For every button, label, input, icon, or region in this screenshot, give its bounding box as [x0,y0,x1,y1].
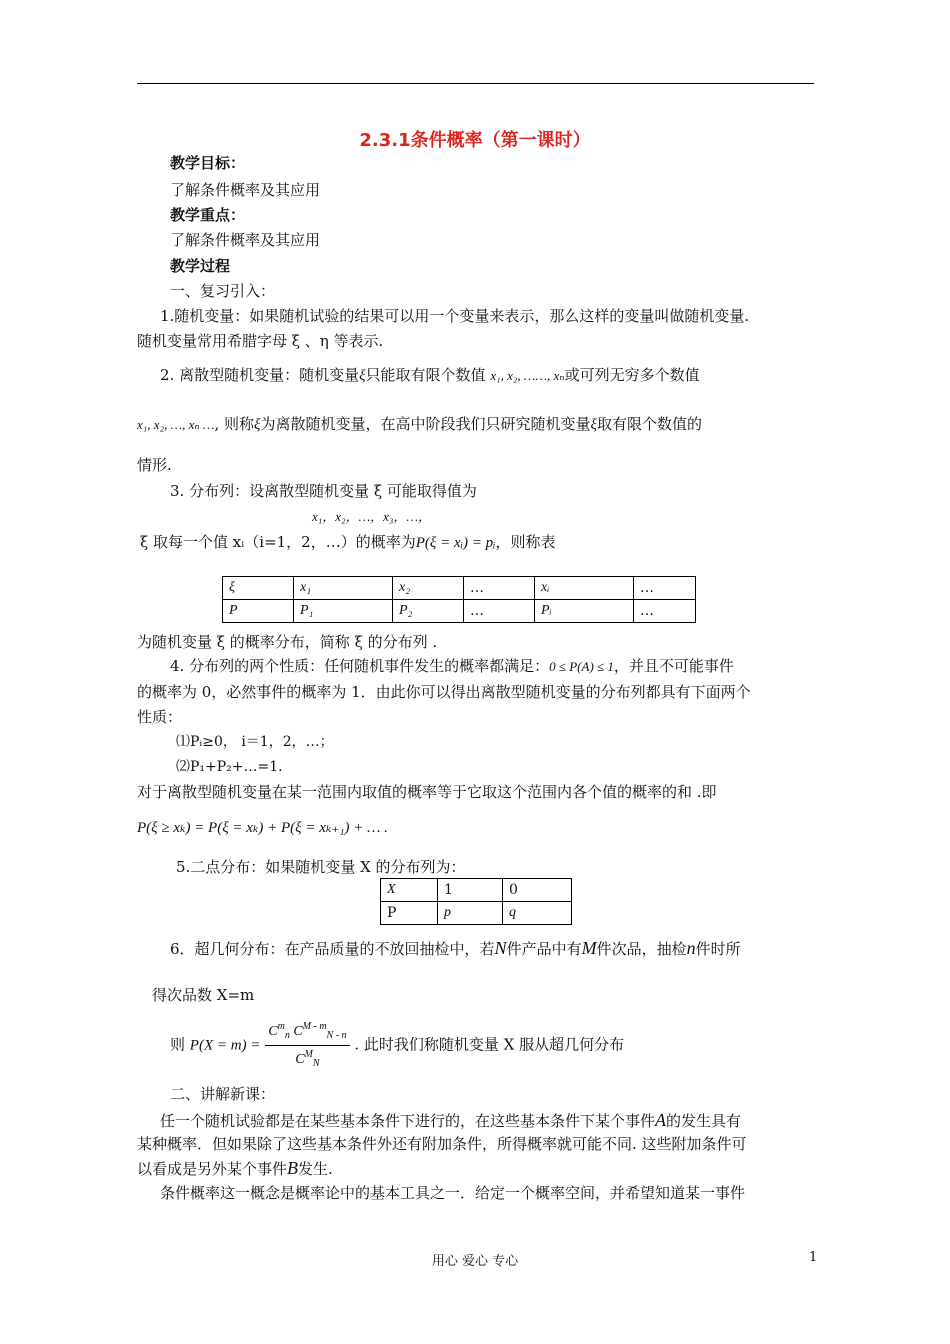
table-row: P p q [381,902,572,925]
process-heading: 教学过程 [170,257,231,275]
p4-prop2: ⑵P₁+P₂+…=1. [176,759,283,775]
footer-text: 用心 爱心 专心 [431,1254,519,1269]
p7-line1: 任一个随机试验都是在某些基本条件下进行的，在这些基本条件下某个事件A的发生具有 [160,1110,742,1130]
p6-line2: 得次品数 X=m [152,986,255,1004]
new-heading: 二、讲解新课： [170,1085,276,1103]
p3-line1: 3. 分布列：设离散型随机变量 ξ 可能取得值为 [170,482,477,500]
p4-line2: 的概率为 0，必然事件的概率为 1．由此你可以得出离散型随机变量的分布列都具有下面两个 [137,683,751,701]
p1-line2: 随机变量常用希腊字母 ξ 、η 等表示. [137,332,384,350]
p4-formula: P(ξ ≥ xₖ) = P(ξ = xₖ) + P(ξ = xₖ₊₁) + … . [137,820,388,836]
p5-line: 5.二点分布：如果随机变量 X 的分布列为： [176,858,466,876]
hypergeometric-fraction: $\frac{C^m_n C^{M - m}_{N - n}}{C^M_N}$ [265,1018,349,1073]
distribution-table [222,576,696,623]
p2-line1: 2. 离散型随机变量：随机变量ξ只能取有限个数值 x₁, x₂, ……, xₙ或可列无穷多个数值 [160,366,700,384]
p6-line1: 6．超几何分布：在产品质量的不放回抽检中，若N件产品中有M件次品，抽检n件时所 [170,938,741,958]
p2-line2: x₁, x₂, …, xₙ …, 则称ξ为离散随机变量，在高中阶段我们只研究随机变量ξ取有限个数值的 [137,415,702,433]
p6-formula: 则 P(X = m) = $\frac{C^m_n C^{M - m}_{N - n}}{C^M_N}$ . 此时我们称随机变量 X 服从超几何分布 [170,1018,624,1073]
p7-line2: 某种概率．但如果除了这些基本条件外还有附加条件，所得概率就可能不同. 这些附加条件可 [137,1135,747,1153]
table-row: X 1 0 [381,879,572,902]
page-number: 1 [809,1250,818,1265]
p7-line4: 条件概率这一概念是概率论中的基本工具之一．给定一个概率空间，并希望知道某一事件 [160,1184,746,1202]
table-row: ξ x₁ x₂ … xᵢ … [223,577,696,600]
p3-line3: ξ 取每一个值 xᵢ（i=1，2，…）的概率为P(ξ = xᵢ) = pᵢ，则称表 [140,533,556,551]
p2-line3: 情形. [137,456,172,474]
goal-heading: 教学目标： [170,154,246,172]
p1-line1: 1.随机变量：如果随机试验的结果可以用一个变量来表示，那么这样的变量叫做随机变量. [160,307,750,325]
table-row: P P₁ P₂ … Pᵢ … [223,600,696,623]
p4-prop1: ⑴Pᵢ≥0， i＝1，2，…； [176,734,334,750]
goal-text: 了解条件概率及其应用 [170,181,321,199]
p4-line3: 性质： [137,708,183,726]
header-rule [137,83,814,84]
p4-line1: 4. 分布列的两个性质：任何随机事件发生的概率都满足：0 ≤ P(A) ≤ 1，并且不可能事件 [170,657,734,675]
two-point-table [380,878,572,925]
p4-line4: 对于离散型随机变量在某一范围内取值的概率等于它取这个范围内各个值的概率的和 .即 [137,783,717,801]
p3-after: 为随机变量 ξ 的概率分布，简称 ξ 的分布列 . [137,633,438,651]
key-text: 了解条件概率及其应用 [170,231,321,249]
page-title: 2.3.1条件概率（第一课时） [359,130,591,151]
p7-line3: 以看成是另外某个事件B发生. [137,1158,333,1178]
p3-values: x₁，x₂，…，x₃，…， [312,509,431,524]
review-heading: 一、复习引入： [170,282,276,300]
key-heading: 教学重点： [170,206,246,224]
